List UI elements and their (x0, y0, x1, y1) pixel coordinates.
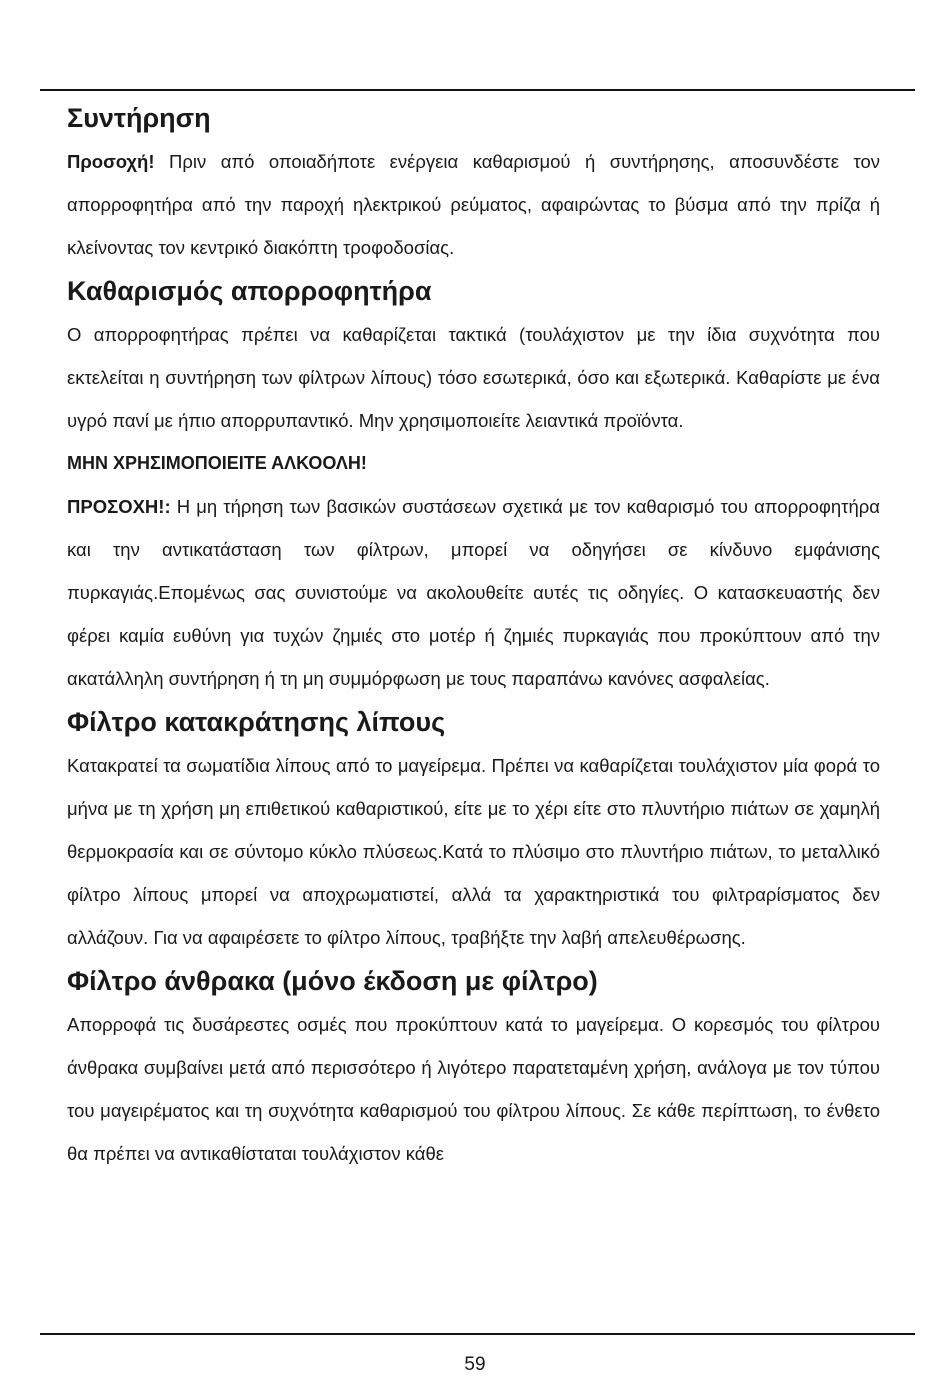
caution-text: Η μη τήρηση των βασικών συστάσεων σχετικά με τον καθαρισμό του απορροφητήρα και την αντικατάσταση των φίλτρων, μπορεί να οδηγήσει σε κίνδυνο εμφάνισης πυρκαγιάς.Επομένως σας συνιστούμε να ακολουθείτε αυτές τις οδηγίες. Ο κατασκευαστής δεν φέρει καμία ευθύνη για τυχών ζημιές στο μοτέρ ή ζημιές πυρκαγιάς που προκύπτουν από την ακατάλληλη συντήρηση ή τη μη συμμόρφωση με τους παραπάνω κανόνες ασφαλείας. (67, 496, 880, 689)
page-content (67, 96, 880, 1175)
warning-label: Προσοχή! (67, 151, 155, 172)
alcohol-warning: ΜΗΝ ΧΡΗΣΙΜΟΠΟΙΕΙΤΕ ΑΛΚΟΟΛΗ! (67, 453, 367, 473)
caution-paragraph (67, 485, 880, 700)
warning-text: Πριν από οποιαδήποτε ενέργεια καθαρισμού ή συντήρησης, αποσυνδέστε τον απορροφητήρα από την παροχή ηλεκτρικού ρεύματος, αφαιρώντας το βύσμα από την πρίζα ή κλείνοντας τον κεντρικό διακόπτη τροφοδοσίας. (67, 151, 880, 258)
grease-filter-heading: Φίλτρο κατακράτησης λίπους (67, 707, 446, 737)
grease-filter-paragraph: Κατακρατεί τα σωματίδια λίπους από το μαγείρεμα. Πρέπει να καθαρίζεται τουλάχιστον μία φορά το μήνα με τη χρήση μη επιθετικού καθαριστικού, είτε με το χέρι είτε στο πλυντήριο πιάτων σε χαμηλή θερμοκρασία και σε σύντομο κύκλο πλύσεως.Κατά το πλύσιμο στο πλυντήριο πιάτων, το μεταλλικό φίλτρο λίπους μπορεί να αποχρωματιστεί, αλλά τα χαρακτηριστικά του φιλτραρίσματος δεν αλλάζουν. Για να αφαιρέσετε το φίλτρο λίπους, τραβήξτε την λαβή απελευθέρωσης. (67, 755, 880, 948)
carbon-filter-heading: Φίλτρο άνθρακα (μόνο έκδοση με φίλτρο) (67, 966, 598, 996)
cleaning-paragraph: Ο απορροφητήρας πρέπει να καθαρίζεται τακτικά (τουλάχιστον με την ίδια συχνότητα που εκτελείται η συντήρηση των φίλτρων λίπους) τόσο εσωτερικά, όσο και εξωτερικά. Καθαρίστε με ένα υγρό πανί με ήπιο απορρυπαντικό. Μην χρησιμοποιείτε λειαντικά προϊόντα. (67, 324, 880, 431)
bottom-rule (40, 1333, 915, 1335)
maintenance-warning-paragraph (67, 140, 880, 269)
carbon-filter-paragraph: Απορροφά τις δυσάρεστες οσμές που προκύπτουν κατά το μαγείρεμα. Ο κορεσμός του φίλτρου άνθρακα συμβαίνει μετά από περισσότερο ή λιγότερο παρατεταμένη χρήση, ανάλογα με τον τύπου του μαγειρέματος και τη συχνότητα καθαρισμού του φίλτρου λίπους. Σε κάθε περίπτωση, το ένθετο θα πρέπει να αντικαθίσταται τουλάχιστον κάθε (67, 1014, 880, 1164)
top-rule (40, 89, 915, 91)
cleaning-heading: Καθαρισμός απορροφητήρα (67, 276, 432, 306)
maintenance-heading: Συντήρηση (67, 103, 211, 133)
page-number: 59 (464, 1354, 486, 1375)
caution-label: ΠΡΟΣΟΧΗ!: (67, 496, 171, 517)
